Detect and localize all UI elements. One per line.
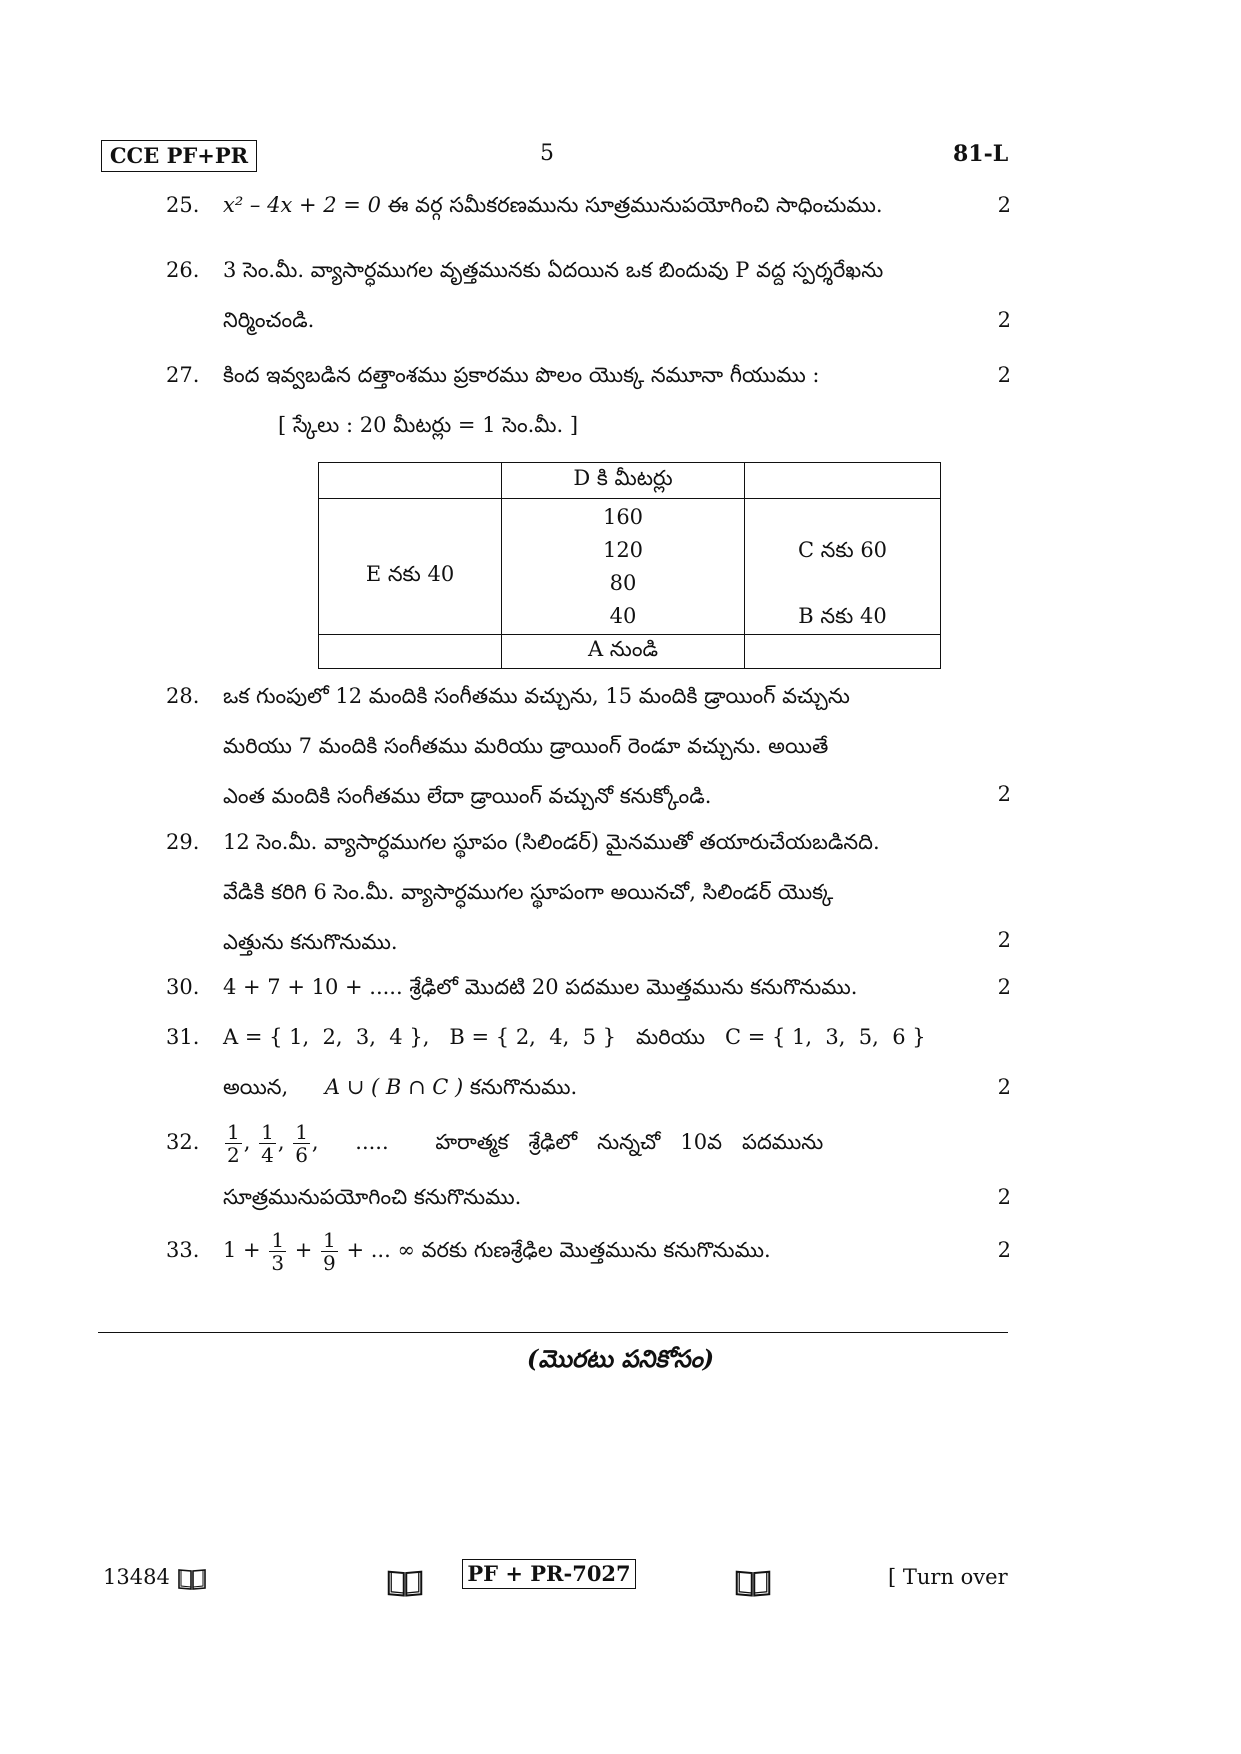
question-text: ఈ వర్గ సమీకరణమును సూత్రమునుపయోగించి సాధించుము. <box>387 193 883 217</box>
fraction: $\frac{1}{6}$ <box>295 1120 308 1167</box>
marks: 2 <box>997 363 1011 387</box>
question-27 <box>166 350 1011 450</box>
fraction: $\frac{1}{2}$ <box>227 1120 240 1167</box>
question-text: + ... ∞ వరకు గుణశ్రేఢిల మొత్తమును కనుగొనుము. <box>346 1238 771 1262</box>
equation: x² – 4x + 2 = 0 <box>223 193 381 217</box>
serial-number: 13484 <box>103 1565 207 1591</box>
question-29 <box>166 817 1011 965</box>
distance-value: 80 <box>609 570 637 595</box>
book-icon <box>383 1568 427 1598</box>
question-30 <box>166 962 1011 1012</box>
table-footer-left <box>319 635 502 669</box>
question-text-line: మరియు 7 మందికి సంగీతము మరియు డ్రాయింగ్ రెండూ వచ్చును. అయితే <box>223 734 829 758</box>
marks: 2 <box>997 308 1011 332</box>
question-text-line: 12 సెం.మీ. వ్యాసార్ధముగల స్థూపం (సిలిండర్) మైనముతో తయారుచేయబడినది. <box>223 830 880 854</box>
rough-work-label: (మొరటు పనికోసం) <box>526 1344 715 1373</box>
question-text: 4 + 7 + 10 + ..... శ్రేఢిలో మొదటి 20 పదముల మొత్తమును కనుగొనుము. <box>223 975 858 999</box>
marks: 2 <box>997 928 1011 952</box>
series-term: 1 + <box>223 1238 261 1262</box>
offset-e: E నకు 40 <box>365 561 455 586</box>
ellipsis: ..... <box>355 1130 389 1154</box>
question-text: హరాత్మక శ్రేఢిలో నున్నచో 10వ పదమును <box>435 1130 824 1154</box>
question-text: అయిన, <box>223 1075 289 1099</box>
offset-b: B నకు 40 <box>798 603 887 628</box>
question-text-line: వేడికి కరిగి 6 సెం.మీ. వ్యాసార్ధముగల స్థూపంగా అయినచో, సిలిండర్ యొక్క <box>223 880 834 904</box>
marks: 2 <box>997 975 1011 999</box>
marks: 2 <box>997 1185 1011 1209</box>
table-header-center: D కి మీటర్లు <box>502 463 745 499</box>
question-text-line: ఎత్తును కనుగొనుము. <box>223 930 398 954</box>
question-text: కనుగొనుము. <box>469 1075 578 1099</box>
left-offset-cell <box>319 499 502 635</box>
set-definitions: A = { 1, 2, 3, 4 }, B = { 2, 4, 5 } మరియు C = { 1, 3, 5, 6 } <box>223 1025 926 1049</box>
fraction: $\frac{1}{3}$ <box>271 1228 285 1275</box>
question-text-line: సూత్రమునుపయోగించి కనుగొనుము. <box>223 1185 522 1209</box>
distance-cell <box>502 499 745 635</box>
question-number: 27. <box>166 363 200 387</box>
book-icon <box>731 1568 775 1598</box>
question-number: 25. <box>166 193 200 217</box>
table-footer-right <box>745 635 941 669</box>
distance-value: 120 <box>602 537 644 562</box>
series-term: + <box>294 1238 313 1262</box>
marks: 2 <box>997 1075 1011 1099</box>
question-text-line: 3 సెం.మీ. వ్యాసార్ధముగల వృత్తమునకు ఏదయిన ఒక బిందువు P వద్ద స్పర్శరేఖను <box>223 258 884 282</box>
question-number: 31. <box>166 1025 200 1049</box>
turn-over-note: [ Turn over <box>888 1565 1008 1589</box>
question-number: 26. <box>166 258 200 282</box>
question-33 <box>166 1220 1011 1280</box>
set-expression: A ∪ ( B ∩ C ) <box>324 1075 464 1099</box>
question-number: 29. <box>166 830 200 854</box>
marks: 2 <box>997 1238 1011 1262</box>
question-text-line: ఎంత మందికి సంగీతము లేదా డ్రాయింగ్ వచ్చునో కనుక్కోండి. <box>223 784 712 808</box>
scale-note: [ స్కేలు : 20 మీటర్లు = 1 సెం.మీ. ] <box>278 413 579 437</box>
question-26 <box>166 245 1011 345</box>
question-text: కింద ఇవ్వబడిన దత్తాంశము ప్రకారము పొలం యొక్క నమూనా గీయుము : <box>223 363 820 387</box>
question-25 <box>166 180 1011 230</box>
question-31 <box>166 1012 1011 1112</box>
question-number: 30. <box>166 975 200 999</box>
table-header-right <box>745 463 941 499</box>
question-text-line: నిర్మించండి. <box>223 308 315 332</box>
question-number: 28. <box>166 684 200 708</box>
paper-code-box: CCE PF+PR <box>101 140 257 172</box>
field-book-table <box>318 462 941 669</box>
fraction: $\frac{1}{4}$ <box>261 1120 274 1167</box>
divider-line <box>98 1332 1008 1333</box>
distance-value: 40 <box>609 603 637 628</box>
fraction: $\frac{1}{9}$ <box>323 1228 336 1275</box>
question-32: 32. $\frac{1}{2}$ , $\frac{1}{4}$ , $\frac{1}{6}$ , ..... హరాత్మక శ్రేఢిలో నున్నచో 10వ పదమును సూత్రమునుపయోగించి కనుగొనుము. 2 <box>166 1112 1011 1222</box>
book-icon <box>177 1567 207 1591</box>
subject-code: 81-L <box>953 141 1009 167</box>
table-header-left <box>319 463 502 499</box>
marks: 2 <box>997 782 1011 806</box>
table-footer-center: A నుండి <box>502 635 745 669</box>
right-offset-cell <box>745 499 941 635</box>
offset-c: C నకు 60 <box>797 537 888 562</box>
paper-id-box: PF + PR-7027 <box>462 1559 636 1589</box>
page-number: 5 <box>540 141 554 166</box>
distance-value: 160 <box>602 504 644 529</box>
question-text-line: ఒక గుంపులో 12 మందికి సంగీతము వచ్చును, 15 మందికి డ్రాయింగ్ వచ్చును <box>223 684 850 708</box>
question-number: 33. <box>166 1238 200 1262</box>
question-number: 32. <box>166 1130 200 1154</box>
question-28 <box>166 671 1011 819</box>
marks: 2 <box>997 193 1011 217</box>
